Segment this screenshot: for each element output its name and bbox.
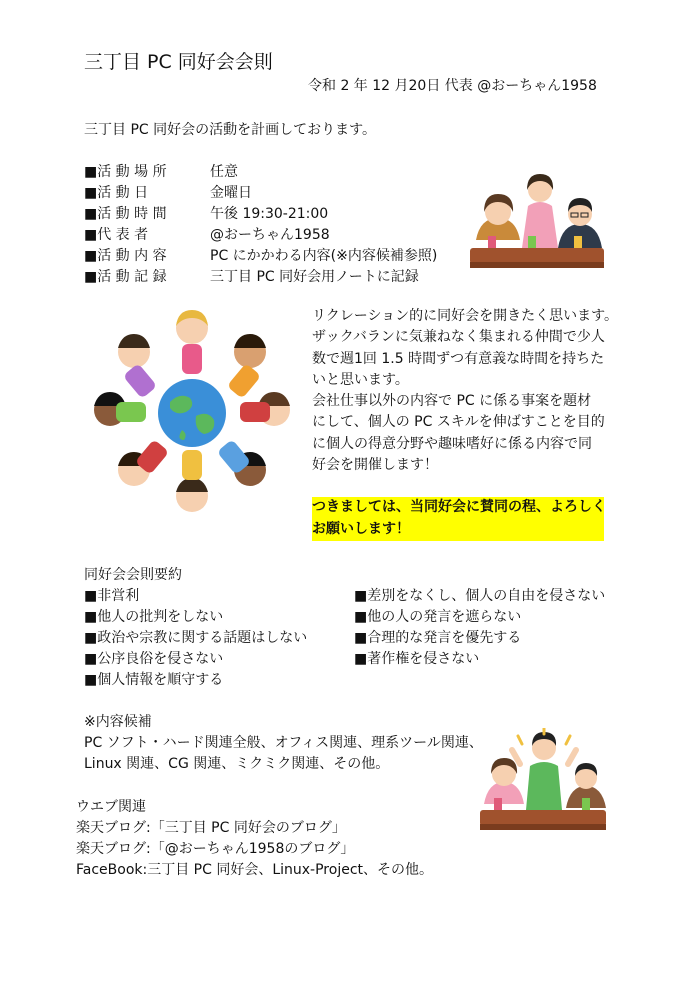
candidates-line: PC ソフト・ハード関連全般、オフィス関連、理系ツール関連、 [84,735,483,751]
description-line: 好会を開催します！ [312,457,438,474]
web-line: 楽天ブログ:「三丁目 PC 同好会のブログ」 [76,820,346,836]
children-around-globe-illustration [86,306,298,520]
activity-value: @おーちゃん1958 [210,227,330,243]
cheering-people-illustration [478,728,608,834]
activity-label: ■活 動 記 録 [84,269,167,285]
description-line: いと思います。 [312,371,409,388]
activity-label: ■活 動 時 間 [84,206,167,222]
activity-value: 任意 [210,164,238,180]
rule-item: ■他人の批判をしない [84,609,224,625]
description-line: 会社仕事以外の内容で PC に係る事案を題材 [312,393,592,410]
description-line: にして、個人の PC スキルを伸ばすことを目的 [312,414,605,431]
rule-item: ■個人情報を順守する [84,672,224,688]
rule-item: ■他の人の発言を遮らない [354,609,522,625]
intro-text: 三丁目 PC 同好会の活動を計画しております。 [84,122,376,138]
description-line: リクレーション的に同好会を開きたく思います。 [312,308,619,324]
description-line: 数で週1回 1.5 時間ずつ有意義な時間を持ちた [312,350,605,367]
candidates-heading: ※内容候補 [84,714,152,730]
rule-item: ■非営利 [84,588,140,604]
rule-item: ■合理的な発言を優先する [354,630,522,646]
activity-label: ■活 動 場 所 [84,164,167,180]
activity-value: PC にかかわる内容(※内容候補参照) [210,248,438,264]
candidates-line: Linux 関連、CG 関連、ミクミク関連、その他。 [84,756,390,772]
activity-value: 午後 19:30-21:00 [210,206,329,222]
activity-value: 金曜日 [210,185,252,201]
web-heading: ウエブ関連 [76,799,146,815]
description-line: に個人の得意分野や趣味嗜好に係る内容で同 [312,435,592,452]
rule-item: ■著作権を侵さない [354,651,480,667]
activity-label: ■活 動 日 [84,185,149,201]
description-paragraph [312,306,619,476]
web-line: 楽天ブログ:「@おーちゃん1958のブログ」 [76,841,355,857]
activity-label: ■活 動 内 容 [84,248,167,264]
highlighted-request [312,497,604,541]
activity-value: 三丁目 PC 同好会用ノートに記録 [210,269,419,285]
dateline: 令和 2 年 12 月20日 代表 @おーちゃん1958 [308,78,597,94]
web-line: FaceBook:三丁目 PC 同好会、Linux-Project、その他。 [76,862,434,878]
highlight-line: お願いします！ [312,520,410,537]
page-title: 三丁目 PC 同好会会則 [84,51,273,73]
highlight-line: つきましては、当同好会に賛同の程、よろしく [312,499,606,515]
rules-heading: 同好会会則要約 [84,567,182,583]
rule-item: ■政治や宗教に関する話題はしない [84,630,308,646]
rule-item: ■公序良俗を侵さない [84,651,224,667]
description-line: ザックバランに気兼ねなく集まれる仲間で少人 [312,329,605,346]
activity-label: ■代 表 者 [84,227,149,243]
rule-item: ■差別をなくし、個人の自由を侵さない [354,588,606,604]
people-at-table-illustration [466,168,608,276]
